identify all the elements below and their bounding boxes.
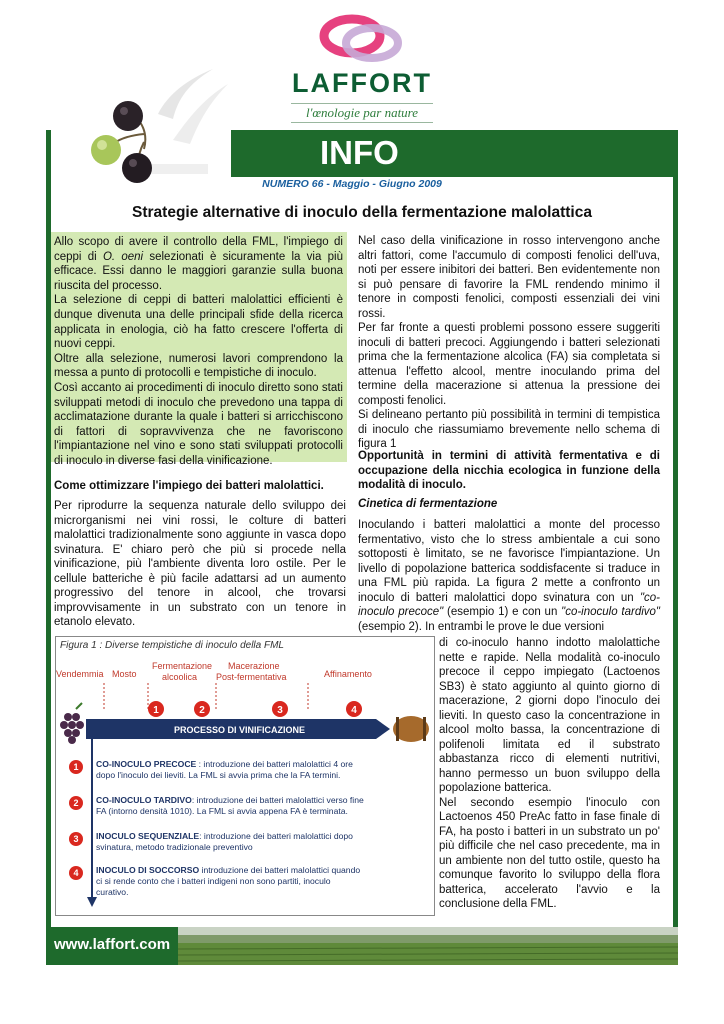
intro-paragraph: Così accanto ai procedimenti di inoculo diretto sono stati sviluppati metodi di inoculo che prevedono una tappa di acclimatazione durante la quale i batteri si arricchiscono di fattori di sopravvivenza che ne favoriscono l'impiantazione nel vino e sono stati sviluppati protocolli di inoculo in diverse fasi della vinificazione.: [54, 381, 343, 467]
body-paragraph: di co-inoculo hanno indotto malolattiche nette e rapide. Nella modalità co-inoculo precoce il ceppo impiegato (Lactoenos SB3) è stato aggiunto al quinto giorno di macerazione, 2 giorni dopo l'inoculo dei lieviti. In questo caso la concentrazione in alcool molto bassa, la concentrazione di polifenoli limitata ed il substrato abbastanza ricco di elementi nutritivi, hanno permesso un buon sviluppo della popolazione batterica.: [439, 637, 660, 794]
svg-text:ci si rende conto che i batter: ci si rende conto che i batteri indigeni non sono partiti, inoculo: [96, 876, 331, 886]
body-paragraph: Nel secondo esempio l'inoculo con Lactoenos 450 PreAc fatto in fase finale di FA, ha posto i batteri in un substrato un po' più difficile che nel caso precedente, ma in un ambiente non del tutto ostile, questo ha comunque favorito lo sviluppo della flora batterica, accelerato l'avvio e la conclusione della FML.: [439, 796, 660, 910]
body-paragraph: Si delineano pertanto più possibilità in termini di tempistica di inoculo che riassumiamo brevemente nello schema di figura 1: [358, 409, 660, 450]
body-paragraph: Inoculando i batteri malolattici a monte del processo fermentativo, visto che lo stress ambientale a cui sono sottoposti è limitato, se ne favorisce l'impiantazione. Un livello di popolazione batterica soddisfacente si traduce in una FML più rapida. La figura 2 mette a confronto un inoculo di batteri malolattici dopo svinatura con un "co-inoculo precoce" (esempio 1) e con un "co-inoculo tardivo" (esempio 2). In entrambi le prove le due versioni: [358, 519, 660, 633]
step-2-text: CO-INOCULO TARDIVO: introduzione dei batteri malolattici verso fine: [96, 795, 364, 805]
step-1-text: CO-INOCULO PRECOCE : introduzione dei batteri malolattici 4 ore: [96, 759, 353, 769]
grape-bunch-icon: [60, 703, 84, 744]
svg-text:1: 1: [153, 705, 159, 716]
issue-number: NUMERO 66 - Maggio - Giugno 2009: [262, 178, 442, 190]
info-banner: [231, 130, 678, 177]
svg-text:curativo.: curativo.: [96, 887, 129, 897]
step-marker-4: [346, 701, 362, 717]
vineyard-photo: [178, 927, 678, 965]
subsection-heading: Cinetica di fermentazione: [358, 498, 498, 510]
svg-text:3: 3: [73, 834, 79, 844]
svg-text:svinatura, metodo tradizionale: svinatura, metodo tradizionale preventivo: [96, 842, 253, 852]
step-marker-1: [148, 701, 164, 717]
website-link[interactable]: www.laffort.com: [54, 936, 171, 953]
barrel-icon: [393, 716, 429, 742]
brand-tagline: l'œnologie par nature: [291, 103, 433, 123]
intro-box: [51, 232, 347, 467]
stage-label: Mosto: [112, 669, 137, 679]
svg-text:4: 4: [351, 705, 357, 716]
article-title: Strategie alternative di inoculo della fermentazione malolattica: [132, 204, 592, 221]
stage-label: Fermentazione: [152, 661, 213, 671]
right-green-rule: [673, 130, 678, 965]
brand-name: LAFFORT: [292, 68, 432, 98]
body-column-right: [358, 234, 660, 452]
stage-label: Post-fermentativa: [216, 672, 287, 682]
figure-caption: Figura 1 : Diverse tempistiche di inoculo della FML: [60, 640, 284, 651]
intro-paragraph: Oltre alla selezione, numerosi lavori comprendono la messa a punto di protocolli e tempistiche di inoculo.: [54, 352, 343, 380]
step-marker-2: [194, 701, 210, 717]
stage-label: Macerazione: [228, 661, 280, 671]
svg-text:dopo l'inoculo dei lieviti. La: dopo l'inoculo dei lieviti. La FML si avvia prima che la FA termini.: [96, 770, 341, 780]
figure-1: [55, 636, 435, 916]
svg-text:FA (intorno densità 1010). La: FA (intorno densità 1010). La FML si avvia appena FA è terminata.: [96, 806, 348, 816]
laffort-logo-mark: [318, 14, 404, 64]
inoculation-timeline-diagram: [56, 651, 434, 915]
body-column-wrap: [439, 636, 660, 912]
stage-label: Vendemmia: [56, 669, 104, 679]
step-marker-3: [272, 701, 288, 717]
step-4-text: INOCULO DI SOCCORSO introduzione dei batteri malolattici quando: [96, 865, 361, 875]
section-heading: Opportunità in termini di attività fermentativa e di occupazione della nicchia ecologica in funzione della modalità di inoculo.: [358, 450, 660, 491]
stage-label: alcoolica: [162, 672, 198, 682]
section-heading: Come ottimizzare l'impiego dei batteri malolattici.: [54, 480, 324, 492]
svg-text:2: 2: [73, 798, 79, 808]
intro-paragraph: La selezione di ceppi di batteri malolattici efficienti è dunque divenuta una delle principali sfide della ricerca applicata in enologia, ciò ha fatto crescere l'offerta di nuovi ceppi.: [54, 294, 343, 351]
process-label: PROCESSO DI VINIFICAZIONE: [174, 725, 306, 735]
intro-paragraph: Allo scopo di avere il controllo della FML, l'impiego di ceppi di O. oeni selezionati è sicuramente la via più efficace. Essi danno le maggiori garanzie sulla buona riuscita del processo.: [54, 236, 343, 292]
stage-label: Affinamento: [324, 669, 372, 679]
body-paragraph: Per riprodurre la sequenza naturale dello sviluppo dei microrganismi nei vini rossi, le colture di batteri malolattici tradizionalmente sono aggiunte in vasca dopo svinatura. E' chiaro però che più si procede nella vinificazione, più l'ambiente diventa loro ostile. Per le cellule batteriche è più facile adattarsi ad un aumento progressivo del tenore in alcool, che trovarsi improvvisamente in un substrato con un tenore in etanolo elevato.: [54, 500, 346, 628]
svg-text:3: 3: [277, 705, 283, 716]
svg-text:2: 2: [199, 705, 205, 716]
svg-text:1: 1: [73, 762, 79, 772]
svg-text:4: 4: [73, 868, 79, 878]
section-title: INFO: [320, 134, 399, 171]
body-paragraph: Per far fronte a questi problemi possono essere suggeriti inoculi di batteri precoci. Aggiungendo i batteri selezionati prima che la fermentazione alcolica (FA) sia completata si attenua l'effetto alcool, mentre inoculando prima del termine della macerazione si attenua la pressione dei composti fenolici.: [358, 322, 660, 407]
body-paragraph: Nel caso della vinificazione in rosso intervengono anche altri fattori, come l'accumulo di composti fenolici dell'uva, noti per essere inibitori dei batteri. Ben evidentemente non si può pensare di favorire la FML rendendo minimo il tenore in composti fenolici, composti essenziali dei vini rossi.: [358, 235, 660, 320]
grapes-illustration: [78, 64, 253, 194]
step-3-text: INOCULO SEQUENZIALE: introduzione dei batteri malolattici dopo: [96, 831, 353, 841]
